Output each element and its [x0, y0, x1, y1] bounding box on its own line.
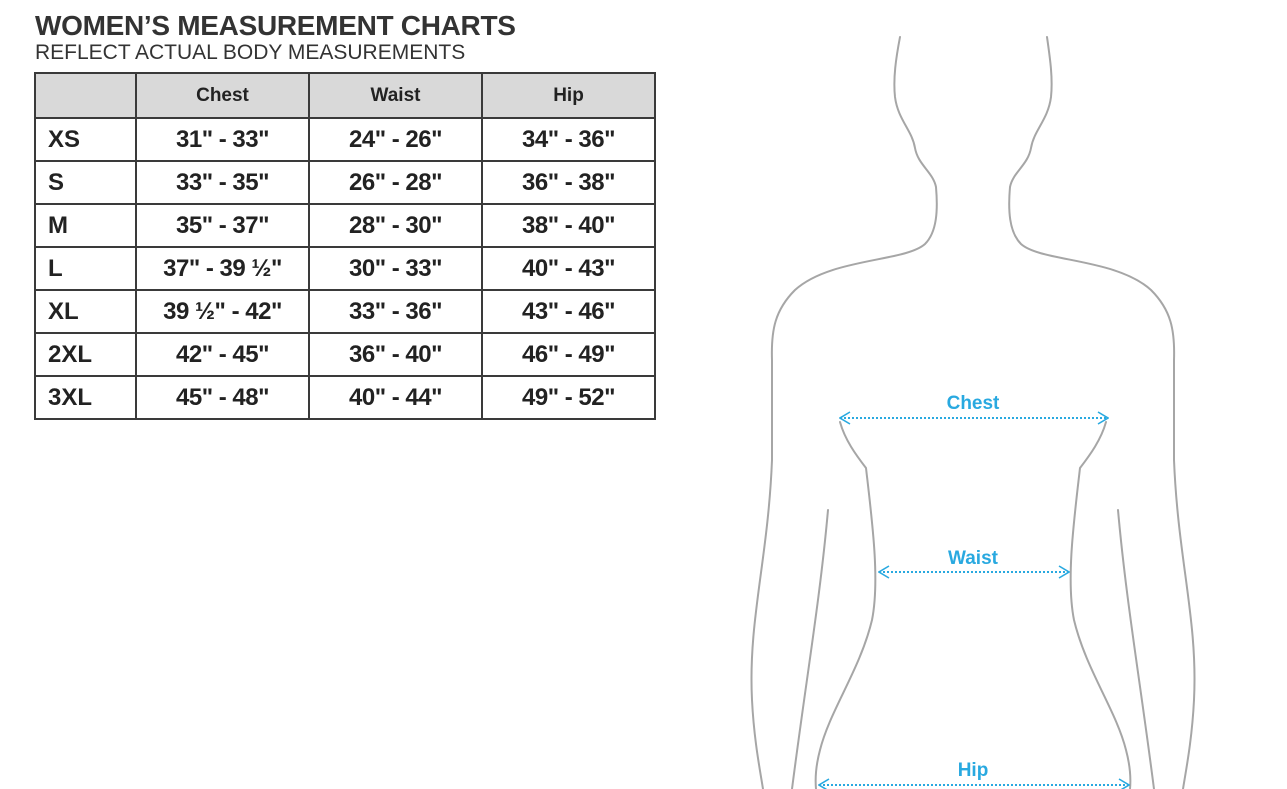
- hip-cell: 34" - 36": [482, 118, 655, 161]
- right-inner-arm-outline: [1118, 510, 1154, 789]
- size-cell: L: [35, 247, 136, 290]
- size-cell: XL: [35, 290, 136, 333]
- chest-cell: 37" - 39 ½": [136, 247, 309, 290]
- size-cell: M: [35, 204, 136, 247]
- waist-cell: 24" - 26": [309, 118, 482, 161]
- size-cell: 2XL: [35, 333, 136, 376]
- page-title: WOMEN’S MEASUREMENT CHARTS: [35, 10, 516, 41]
- page-subtitle: REFLECT ACTUAL BODY MEASUREMENTS: [35, 41, 466, 64]
- chest-cell: 31" - 33": [136, 118, 309, 161]
- head-left-outline: [772, 37, 937, 460]
- waist-label: Waist: [948, 548, 998, 569]
- right-torso-outline: [1071, 422, 1131, 789]
- hip-cell: 38" - 40": [482, 204, 655, 247]
- waist-cell: 26" - 28": [309, 161, 482, 204]
- left-torso-outline: [816, 422, 876, 789]
- hip-label: Hip: [957, 760, 989, 781]
- chest-cell: 45" - 48": [136, 376, 309, 419]
- waist-cell: 36" - 40": [309, 333, 482, 376]
- header-waist: Waist: [309, 73, 482, 118]
- hip-cell: 46" - 49": [482, 333, 655, 376]
- hip-cell: 40" - 43": [482, 247, 655, 290]
- head-right-outline: [1009, 37, 1174, 460]
- chest-label: Chest: [946, 393, 1000, 414]
- left-inner-arm-outline: [792, 510, 828, 789]
- waist-cell: 33" - 36": [309, 290, 482, 333]
- chest-cell: 42" - 45": [136, 333, 309, 376]
- header-chest: Chest: [136, 73, 309, 118]
- waist-cell: 40" - 44": [309, 376, 482, 419]
- right-arm-outline: [1174, 460, 1195, 789]
- chest-cell: 33" - 35": [136, 161, 309, 204]
- left-arm-outline: [751, 460, 772, 789]
- size-cell: 3XL: [35, 376, 136, 419]
- header-hip: Hip: [482, 73, 655, 118]
- hip-cell: 49" - 52": [482, 376, 655, 419]
- chest-cell: 35" - 37": [136, 204, 309, 247]
- size-cell: S: [35, 161, 136, 204]
- chest-cell: 39 ½" - 42": [136, 290, 309, 333]
- waist-cell: 28" - 30": [309, 204, 482, 247]
- hip-cell: 36" - 38": [482, 161, 655, 204]
- hip-cell: 43" - 46": [482, 290, 655, 333]
- size-cell: XS: [35, 118, 136, 161]
- waist-cell: 30" - 33": [309, 247, 482, 290]
